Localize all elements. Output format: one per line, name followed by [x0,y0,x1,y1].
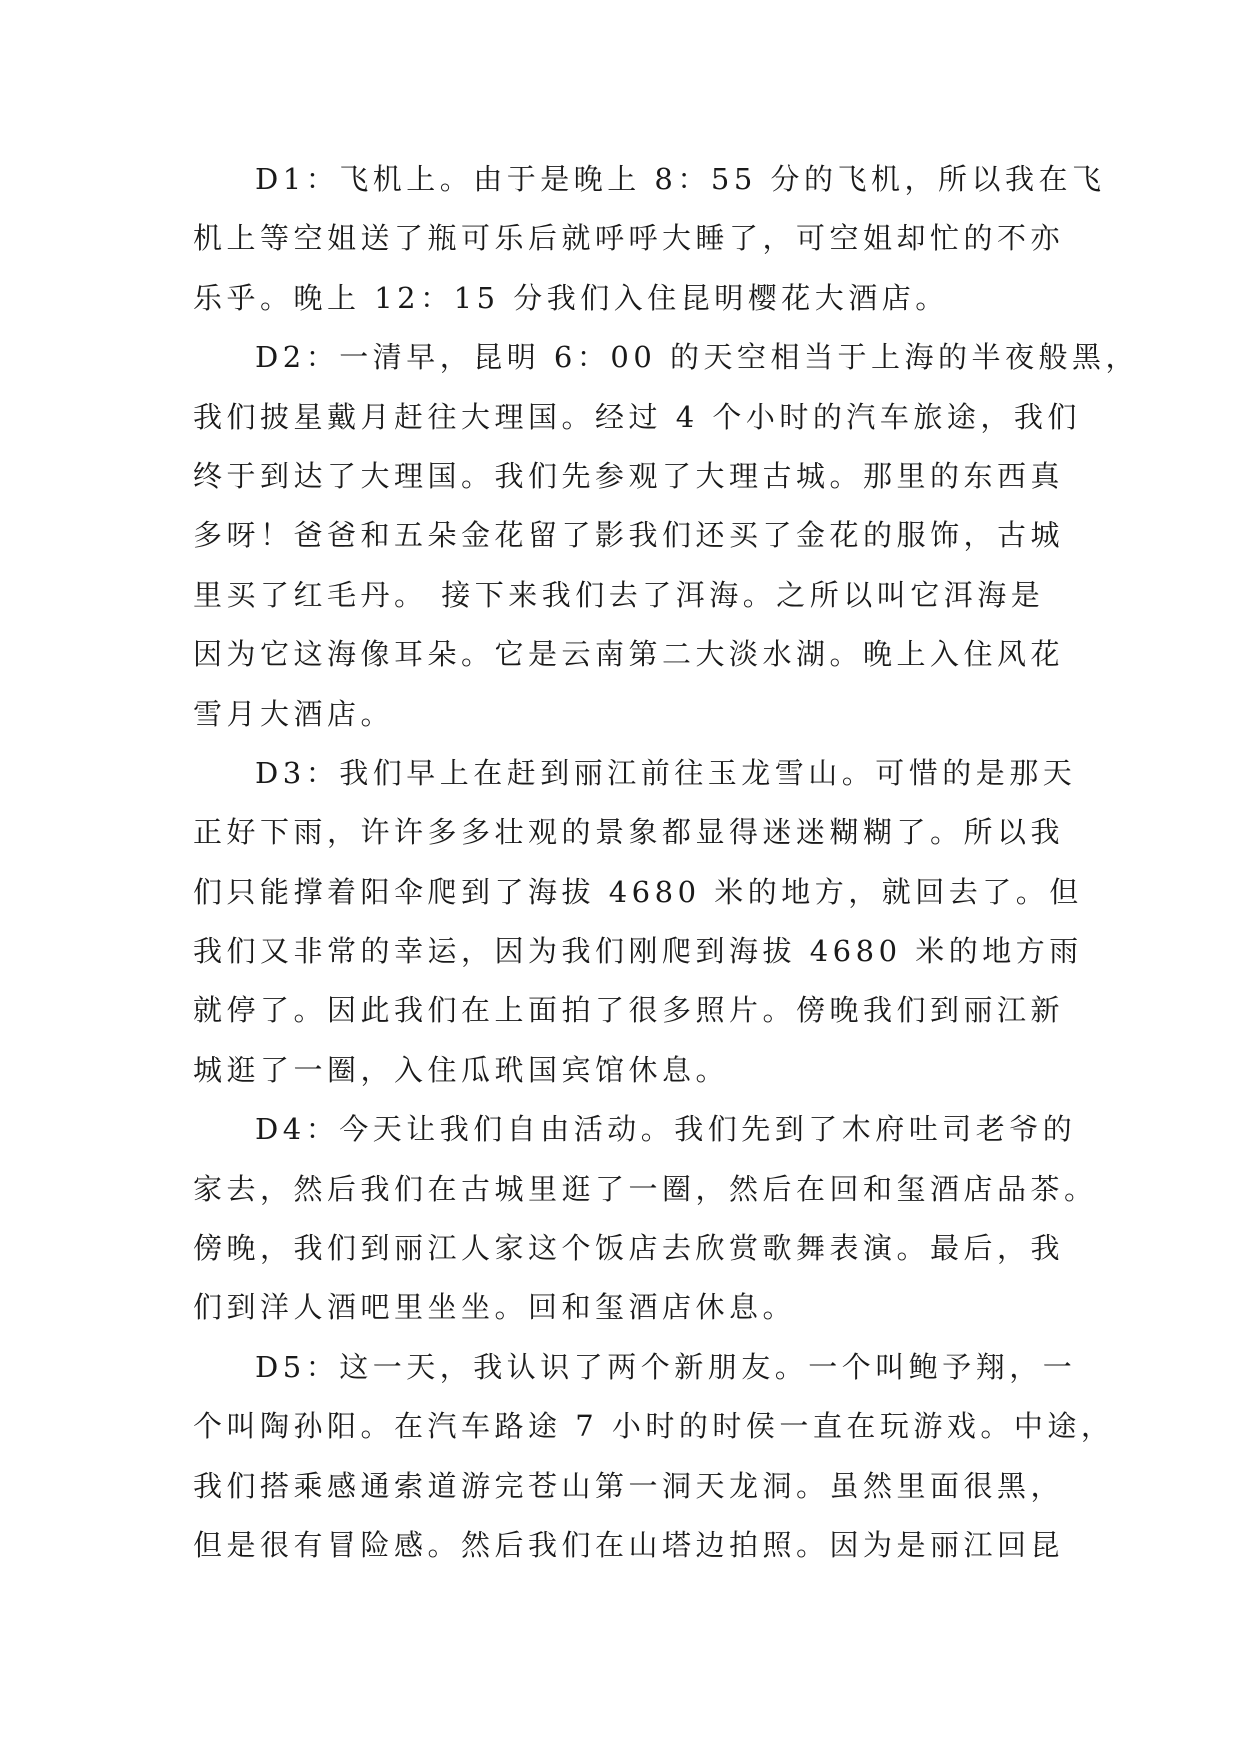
text-line: D3：我们早上在赶到丽江前往玉龙雪山。可惜的是那天 [255,755,1077,790]
text-line: 终于到达了大理国。我们先参观了大理古城。那里的东西真 [193,458,1065,493]
text-line: D4：今天让我们自由活动。我们先到了木府吐司老爷的 [255,1112,1077,1147]
text-line: D1：飞机上。由于是晚上 8：55 分的飞机，所以我在飞 [255,162,1106,196]
text-line: 雪月大酒店。 [193,696,395,731]
text-line: 城逛了一圈，入住瓜玳国宾馆休息。 [193,1052,730,1087]
text-line: 多呀！爸爸和五朵金花留了影我们还买了金花的服饰，古城 [193,518,1065,553]
text-line: 个叫陶孙阳。在汽车路途 7 小时的时侯一直在玩游戏。中途， [193,1409,1115,1444]
text-line: 就停了。因此我们在上面拍了很多照片。傍晚我们到丽江新 [193,993,1065,1028]
text-line: D2：一清早，昆明 6：00 的天空相当于上海的半夜般黑， [255,340,1139,375]
text-line: 但是很有冒险感。然后我们在山塔边拍照。因为是丽江回昆 [193,1527,1065,1562]
text-line: 正好下雨，许许多多壮观的景象都显得迷迷糊糊了。所以我 [193,815,1065,850]
text-line: 家去，然后我们在古城里逛了一圈，然后在回和玺酒店品茶。 [193,1171,1098,1206]
text-line: 我们又非常的幸运，因为我们刚爬到海拔 4680 米的地方雨 [193,934,1083,969]
text-line: 我们搭乘感通索道游完苍山第一洞天龙洞。虽然里面很黑， [193,1468,1065,1503]
text-line: D5：这一天，我认识了两个新朋友。一个叫鲍予翔，一 [255,1349,1077,1384]
text-line: 我们披星戴月赶往大理国。经过 4 个小时的汽车旅途，我们 [193,399,1081,434]
text-line: 机上等空姐送了瓶可乐后就呼呼大睡了，可空姐却忙的不亦 [193,221,1065,256]
text-line: 傍晚，我们到丽江人家这个饭店去欣赏歌舞表演。最后，我 [193,1231,1065,1266]
text-line: 乐乎。晚上 12：15 分我们入住昆明樱花大酒店。 [193,280,949,315]
text-line: 里买了红毛丹。 接下来我们去了洱海。之所以叫它洱海是 [193,577,1045,612]
document-page [193,150,1139,1575]
text-line: 因为它这海像耳朵。它是云南第二大淡水湖。晚上入住风花 [193,637,1065,672]
text-line: 们到洋人酒吧里坐坐。回和玺酒店休息。 [193,1290,797,1325]
text-line: 们只能撑着阳伞爬到了海拔 4680 米的地方，就回去了。但 [193,874,1083,909]
